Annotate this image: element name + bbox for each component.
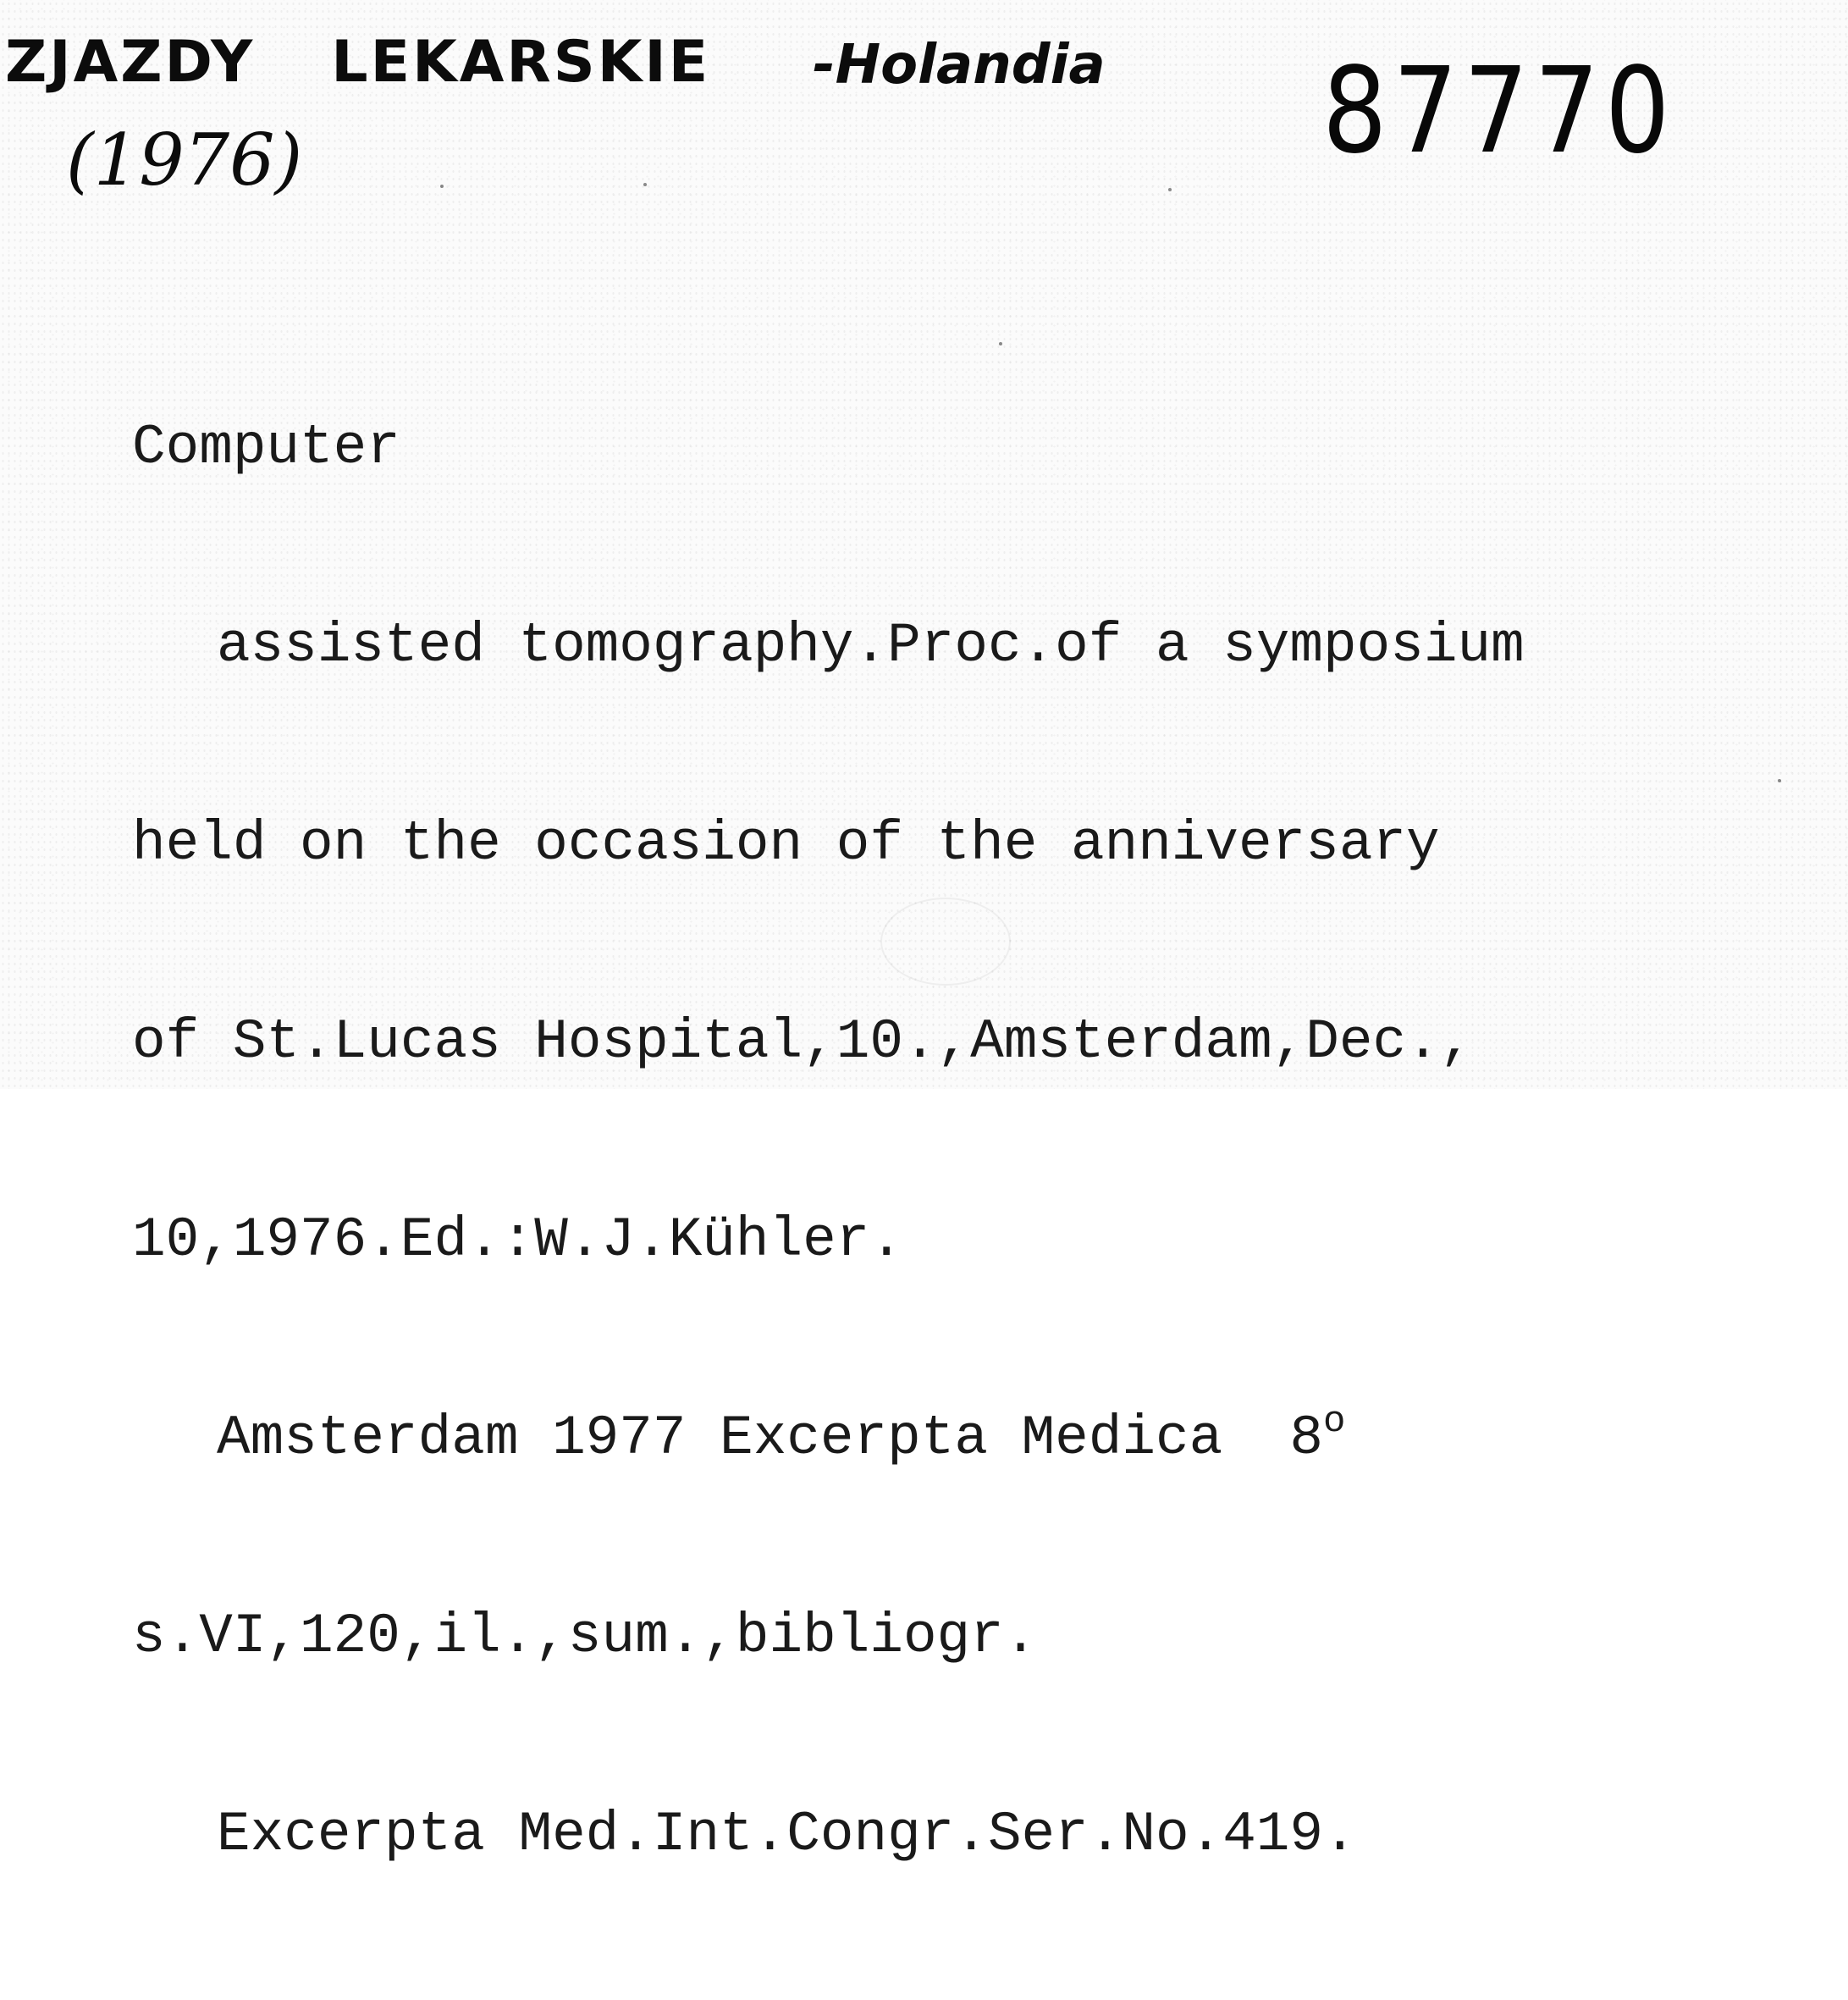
subject-heading-subdivision: LEKARSKIE xyxy=(331,29,711,96)
entry-line-imprint xyxy=(132,1401,1525,1472)
speck xyxy=(999,342,1002,345)
entry-line-collation: s.VI,120,il.,sum.,bibliogr. xyxy=(132,1605,1038,1668)
entry-line-title-start: Computer xyxy=(132,416,400,479)
subject-heading-country: -Holandia xyxy=(813,34,1106,97)
subject-heading xyxy=(5,29,710,96)
format-superscript: o xyxy=(1323,1401,1346,1443)
speck xyxy=(1778,779,1781,782)
entry-line-editor: 10,1976.Ed.:W.J.Kühler. xyxy=(132,1208,903,1272)
speck xyxy=(1168,188,1172,191)
entry-line-place-date: of St.Lucas Hospital,10.,Amsterdam,Dec., xyxy=(132,1010,1474,1074)
imprint-text: Amsterdam 1977 Excerpta Medica 8 xyxy=(217,1406,1324,1470)
speck xyxy=(440,185,444,188)
entry-line-title: assisted tomography.Proc.of a symposium xyxy=(217,614,1525,677)
speck xyxy=(576,830,579,833)
entry-line-series: Excerpta Med.Int.Congr.Ser.No.419. xyxy=(217,1803,1357,1866)
accession-number: 87770 xyxy=(1322,42,1676,180)
speck xyxy=(643,183,647,186)
entry-line-title-cont: held on the occasion of the anniversary xyxy=(132,812,1440,876)
subject-heading-main: ZJAZDY xyxy=(5,29,256,96)
paper-smudge xyxy=(880,898,1011,986)
bibliographic-entry xyxy=(132,283,1525,2000)
handwritten-year: (1976) xyxy=(66,119,303,202)
